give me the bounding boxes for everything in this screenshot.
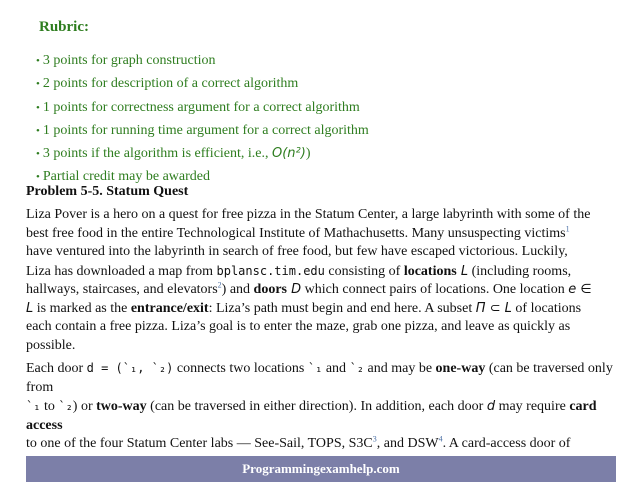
footnote-ref[interactable]: 3 [372,434,377,444]
bullet-icon: • [36,171,40,184]
rubric-item: • Partial credit may be awarded [36,169,211,185]
rubric-item: • 3 points for graph construction [36,53,216,68]
rubric-item: • 2 points for description of a correct algorithm [36,76,299,92]
footnote-ref[interactable]: 4 [438,434,443,444]
map-url: bplansc.tim.edu [216,263,325,278]
rubric-list [36,51,596,191]
rubric-item: • 1 points for correctness argument for a correct algorithm [36,99,360,115]
paragraph-1: Liza Pover is a hero on a quest for free pizza in the Statum Center, a large labyrinth with some of the best free food in the entire Technological Institute of Mathachusetts. Many unsuspecting victims$^1$ have ventured into the labyrinth in search of free food, but few have escaped victorious. Luckily, Liza has downloaded a map from bplansc.tim.edu consisting of locations L (including rooms, hallways, staircases, and elevators$^2$) and doors D which connect pairs of locations. One location e ∈ L is marked as the entrance/exit: Liza’s path must begin and end here. A subset Π ⊂ L of locations each contain a free pizza. Liza’s goal is to enter the maze, grab one pizza, and leave as quickly as possible. [26,207,592,353]
bullet-icon: • [36,55,40,67]
paragraph-2: Each door d = (`₁, `₂) connects two locations `₁ and `₂ and may be one-way (can be traversed only from `₁ to `₂) or two-way (can be traversed in either direction). In addition, each door d may require card access to one of the four Statum Center labs — See-Sail, TOPS, $S3C^3$, and DSW$^4$. A card-access door of [26,361,613,451]
rubric-title: Rubric: [39,19,89,35]
footnote-ref[interactable]: 1 [565,223,570,233]
rubric-item: • 3 points if the algorithm is efficient, i.e., O(n²)) [36,146,311,162]
footnote-ref[interactable]: 2 [217,280,222,290]
problem-title: Problem 5-5. Statum Quest [26,184,189,199]
bullet-icon: • [36,101,40,114]
problem-body [26,206,616,472]
complexity-math: O(n²) [272,146,306,162]
rubric-item: • 1 points for running time argument for a correct algorithm [36,122,369,138]
bullet-icon: • [36,148,40,161]
bullet-icon: • [36,124,40,137]
footer-banner: Programmingexamhelp.com [26,456,616,482]
bullet-icon: • [36,78,40,91]
